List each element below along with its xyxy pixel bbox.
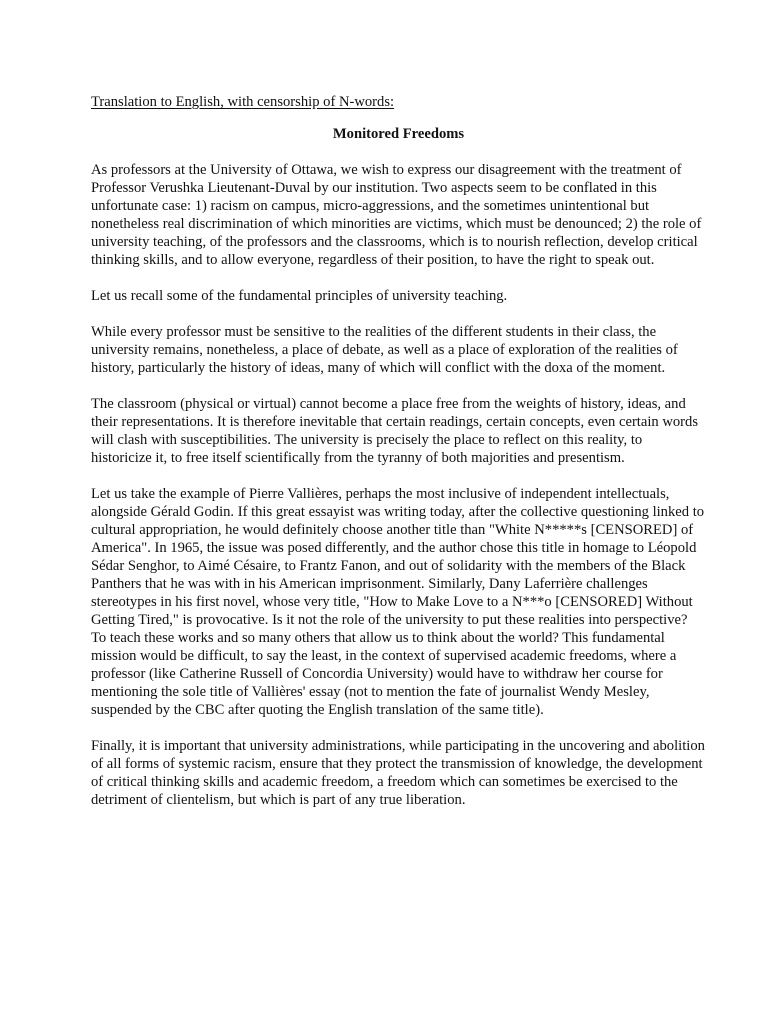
paragraph-1: As professors at the University of Ottawa, we wish to express our disagreement with the treatment of Professor Verushka Lieutenant-Duval by our institution. Two aspects seem to be conflated in this unfortunate case: 1) racism on campus, micro-aggressions, and the sometimes unintentional but nonetheless real discrimination of which minorities are victims, which must be denounced; 2) the role of university teaching, of the professors and the classrooms, which is to nourish reflection, develop critical thinking skills, and to allow everyone, regardless of their position, to have the right to speak out. [91,162,702,268]
paragraph-2: Let us recall some of the fundamental principles of university teaching. [91,288,508,304]
paragraph-4: The classroom (physical or virtual) cannot become a place free from the weights of history, ideas, and their representations. It is therefore inevitable that certain readings, certain concepts, even certain words will clash with susceptibilities. The university is precisely the place to reflect on this reality, to historicize it, to free itself scientifically from the tyranny of both majorities and presentism. [91,396,699,466]
document-title: Monitored Freedoms [332,126,465,142]
document-header: Translation to English, with censorship of N-words: [91,94,395,110]
paragraph-6: Finally, it is important that university administrations, while participating in the uncovering and abolition of all forms of systemic racism, ensure that they protect the transmission of knowledge, the development of critical thinking skills and academic freedom, a freedom which can sometimes be exercised to the detriment of clientelism, but which is part of any true liberation. [91,738,705,808]
paragraph-3: While every professor must be sensitive to the realities of the different students in their class, the university remains, nonetheless, a place of debate, as well as a place of exploration of the realities of history, particularly the history of ideas, many of which will conflict with the doxa of the moment. [91,324,678,376]
paragraph-5: Let us take the example of Pierre Vallières, perhaps the most inclusive of independent intellectuals, alongside Gérald Godin. If this great essayist was writing today, after the collective questioning linked to cultural appropriation, he would definitely choose another title than "White N*****s [CENSORED] of America". In 1965, the issue was posed differently, and the author chose this title in homage to Léopold Sédar Senghor, to Aimé Césaire, to Frantz Fanon, and out of solidarity with the members of the Black Panthers that he was with in his American imprisonment. Similarly, Dany Laferrière challenges stereotypes in his first novel, whose very title, "How to Make Love to a N***o [CENSORED] Without Getting Tired," is provocative. Is it not the role of the university to put these realities into perspective? To teach these works and so many others that allow us to think about the world? This fundamental mission would be difficult, to say the least, in the context of supervised academic freedoms, where a professor (like Catherine Russell of Concordia University) would have to withdraw her course for mentioning the sole title of Vallières' essay (not to mention the fate of journalist Wendy Mesley, suspended by the CBC after quoting the English translation of the same title). [91,486,705,718]
